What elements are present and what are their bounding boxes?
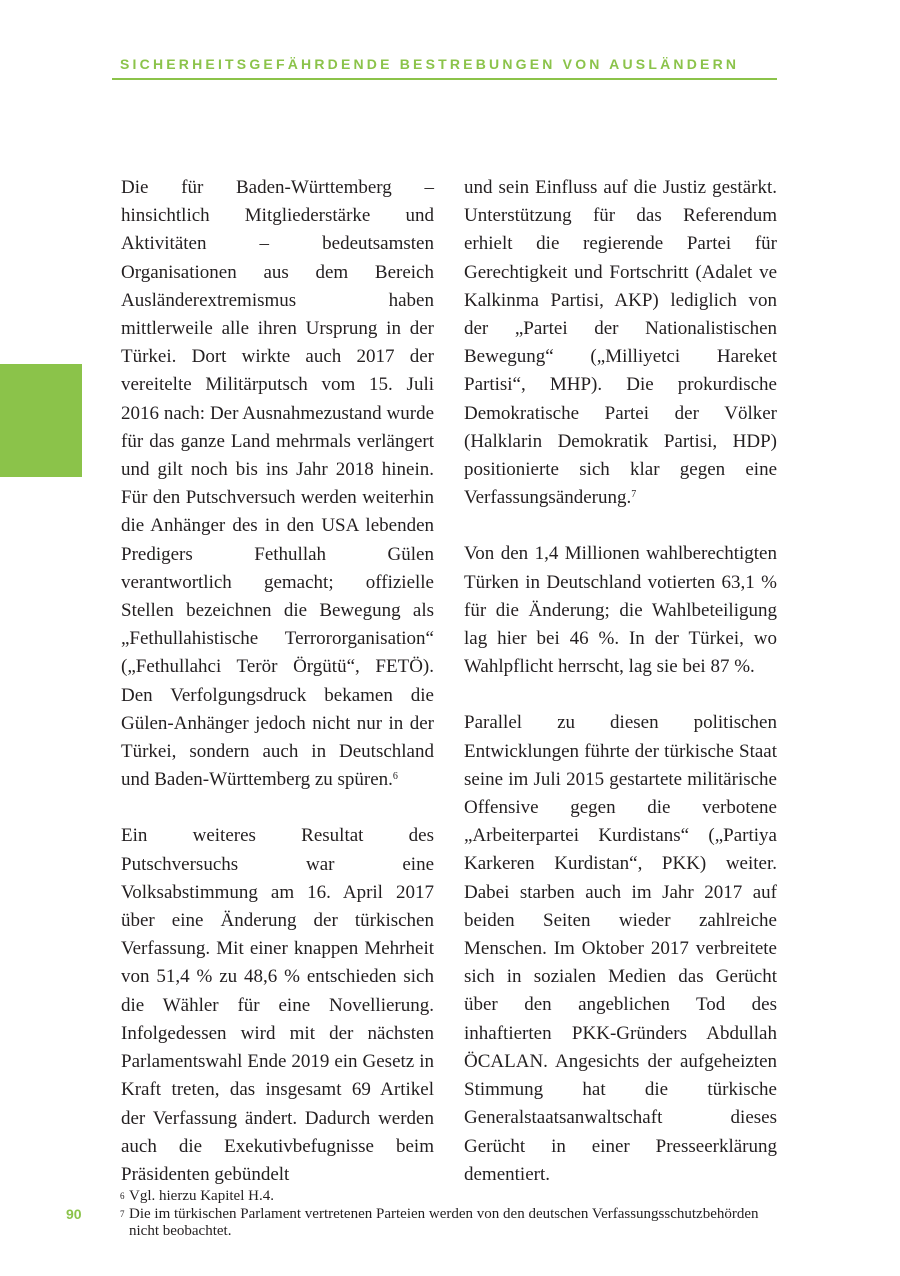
footnote-text: Vgl. hierzu Kapitel H.4. <box>129 1188 274 1204</box>
header-rule <box>112 78 777 80</box>
footnote-marker: 6 <box>120 1191 125 1201</box>
paragraph-justiz-text: und sein Einfluss auf die Justiz gestärkt. Unterstützung für das Referendum erhielt die regierende Partei für Gerechtigkeit und Fortschritt (Adalet ve Kalkinma Partisi, AKP) lediglich von der „Partei der Nationalistischen Bewegung“ („Milliyetci Hareket Partisi“, MHP). Die prokurdische Demokratische Partei der Völker (Halklarin Demokratik Partisi, HDP) positionierte sich klar gegen eine Verfassungsänderung. <box>464 177 777 509</box>
footnote-ref-7[interactable]: 7 <box>631 489 637 501</box>
right-column <box>464 174 777 1217</box>
paragraph-putsch-text: Die für Baden-Württemberg – hinsichtlich Mitgliederstärke und Aktivitäten – bedeutsamsten Organisationen aus dem Bereich Ausländerextremismus haben mittlerweile alle ihren Ursprung in der Türkei. Dort wirkte auch 2017 der vereitelte Militärputsch vom 15. Juli 2016 nach: Der Ausnahmezustand wurde für das ganze Land mehrmals verlängert und gilt noch bis ins Jahr 2018 hinein. Für den Putschversuch werden weiterhin die Anhänger des in den USA lebenden Predigers Fethullah Gülen verantwortlich gemacht; offizielle Stellen bezeichnen die Bewegung als „Fethullahistische Terrororganisation“ („Fethullahci Terör Örgütü“, FETÖ). Den Verfolgungsdruck bekamen die Gülen-Anhänger jedoch nicht nur in der Türkei, sondern auch in Deutschland und Baden-Württemberg zu spüren. <box>121 177 434 791</box>
paragraph-wahlbeteiligung: Von den 1,4 Millionen wahlberechtigten Türken in Deutschland votierten 63,1 % für die Änderung; die Wahlbeteiligung lag hier bei 46 %. In der Türkei, wo Wahlpflicht herrscht, lag sie bei 87 %. <box>464 543 777 678</box>
paragraph-justiz <box>464 174 777 512</box>
footnote-text: Die im türkischen Parlament vertretenen Parteien werden von den deutschen Verfassungsschutzbehörden nicht beobachtet. <box>129 1206 759 1239</box>
footnote-6 <box>120 1188 780 1205</box>
footnote-ref-6[interactable]: 6 <box>392 771 398 783</box>
paragraph-pkk: Parallel zu diesen politischen Entwicklungen führte der türkische Staat seine im Juli 2015 gestartete militärische Offensive gegen die verbotene „Arbeiterpartei Kurdistans“ („Partiya Karkeren Kurdistan“, PKK) weiter. Dabei starben auch im Jahr 2017 auf beiden Seiten wieder zahlreiche Menschen. Im Oktober 2017 verbreitete sich in sozialen Medien das Gerücht über den angeblichen Tod des inhaftierten PKK-Gründers Abdullah ÖCALAN. Angesichts der aufgeheizten Stimmung hat die türkische Generalstaatsanwaltschaft dieses Gerücht in einer Presseerklärung dementiert. <box>464 712 777 1185</box>
paragraph-referendum: Ein weiteres Resultat des Putschversuchs war eine Volksabstimmung am 16. April 2017 über eine Änderung der türkischen Verfassung. Mit einer knappen Mehrheit von 51,4 % zu 48,6 % entschieden sich die Wähler für eine Novellierung. Infolgedessen wird mit der nächsten Parlamentswahl Ende 2019 ein Gesetz in Kraft treten, das insgesamt 69 Artikel der Verfassung ändert. Dadurch werden auch die Exekutivbefugnisse beim Präsidenten gebündelt <box>121 825 434 1185</box>
footnote-7 <box>120 1206 780 1240</box>
page-number: 90 <box>66 1206 82 1222</box>
left-column <box>121 174 434 1217</box>
footnotes <box>120 1188 780 1241</box>
chapter-tab-marker <box>0 364 82 477</box>
paragraph-putsch <box>121 174 434 794</box>
running-title: SICHERHEITSGEFÄHRDENDE BESTREBUNGEN VON AUSLÄNDERN <box>120 56 740 72</box>
footnote-marker: 7 <box>120 1209 125 1219</box>
